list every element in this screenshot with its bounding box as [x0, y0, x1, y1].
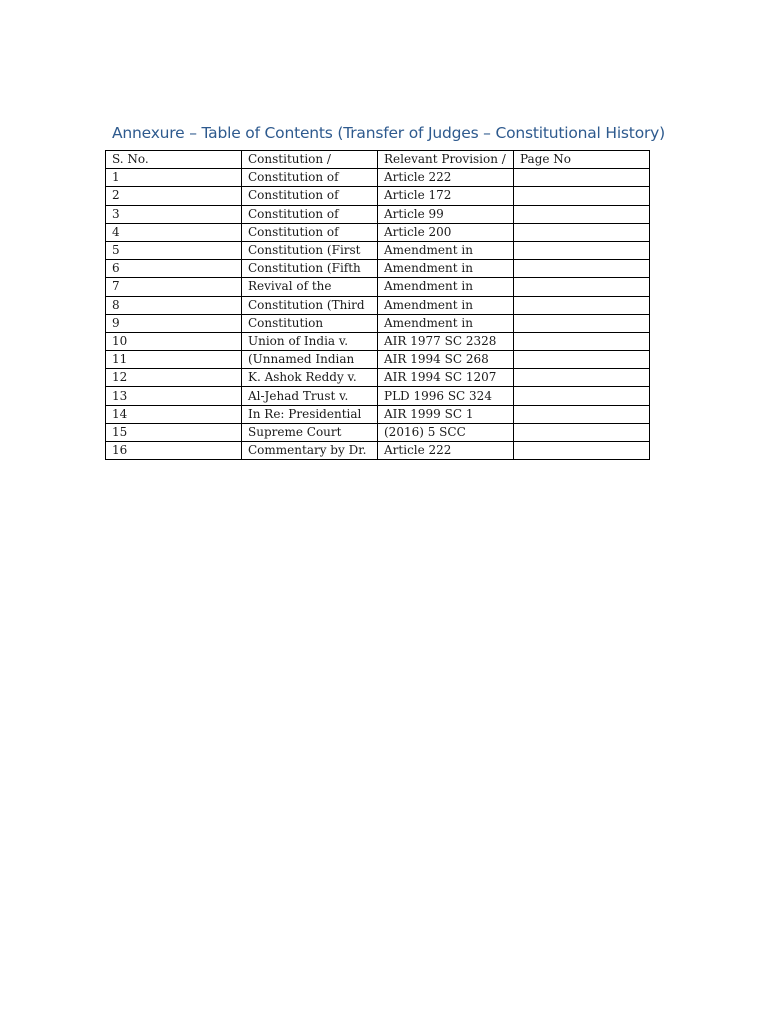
table-row	[106, 332, 650, 350]
header-relevant-provision: Relevant Provision /	[378, 151, 514, 169]
cell-serial-number: 3	[106, 205, 242, 223]
cell-serial-number: 2	[106, 187, 242, 205]
table-row	[106, 205, 650, 223]
cell-serial-number: 5	[106, 241, 242, 259]
cell-serial-number: 10	[106, 332, 242, 350]
cell-serial-number: 12	[106, 369, 242, 387]
cell-serial-number: 14	[106, 405, 242, 423]
header-page-no: Page No	[514, 151, 650, 169]
cell-constitution: Constitution (First	[242, 241, 378, 259]
table-row	[106, 369, 650, 387]
cell-constitution: Revival of the	[242, 278, 378, 296]
table-body	[106, 169, 650, 460]
cell-page-no	[514, 241, 650, 259]
cell-relevant-provision: Article 99	[378, 205, 514, 223]
cell-serial-number: 15	[106, 423, 242, 441]
cell-relevant-provision: Article 222	[378, 442, 514, 460]
table-row	[106, 442, 650, 460]
cell-constitution: Constitution of	[242, 169, 378, 187]
cell-page-no	[514, 423, 650, 441]
cell-page-no	[514, 442, 650, 460]
cell-constitution: Constitution	[242, 314, 378, 332]
cell-relevant-provision: AIR 1999 SC 1	[378, 405, 514, 423]
cell-serial-number: 9	[106, 314, 242, 332]
cell-page-no	[514, 260, 650, 278]
table-row	[106, 296, 650, 314]
table-row	[106, 169, 650, 187]
cell-relevant-provision: Amendment in	[378, 278, 514, 296]
header-constitution: Constitution /	[242, 151, 378, 169]
cell-relevant-provision: (2016) 5 SCC	[378, 423, 514, 441]
cell-serial-number: 16	[106, 442, 242, 460]
table-row	[106, 187, 650, 205]
cell-constitution: Constitution of	[242, 223, 378, 241]
table-row	[106, 241, 650, 259]
cell-serial-number: 1	[106, 169, 242, 187]
cell-page-no	[514, 296, 650, 314]
cell-relevant-provision: AIR 1977 SC 2328	[378, 332, 514, 350]
cell-serial-number: 4	[106, 223, 242, 241]
cell-relevant-provision: Amendment in	[378, 296, 514, 314]
page-title: Annexure – Table of Contents (Transfer of Judges – Constitutional History)	[112, 124, 665, 142]
cell-serial-number: 6	[106, 260, 242, 278]
cell-relevant-provision: Amendment in	[378, 260, 514, 278]
table-row	[106, 351, 650, 369]
cell-serial-number: 7	[106, 278, 242, 296]
cell-serial-number: 8	[106, 296, 242, 314]
toc-table	[105, 150, 650, 460]
cell-constitution: Commentary by Dr.	[242, 442, 378, 460]
table-row	[106, 405, 650, 423]
cell-constitution: Constitution of	[242, 187, 378, 205]
cell-constitution: Al-Jehad Trust v.	[242, 387, 378, 405]
cell-relevant-provision: Article 200	[378, 223, 514, 241]
cell-page-no	[514, 205, 650, 223]
cell-serial-number: 13	[106, 387, 242, 405]
cell-constitution: Constitution (Third	[242, 296, 378, 314]
cell-constitution: K. Ashok Reddy v.	[242, 369, 378, 387]
cell-page-no	[514, 369, 650, 387]
cell-page-no	[514, 278, 650, 296]
table-row	[106, 260, 650, 278]
cell-constitution: Constitution of	[242, 205, 378, 223]
cell-page-no	[514, 405, 650, 423]
table-row	[106, 278, 650, 296]
header-serial-number: S. No.	[106, 151, 242, 169]
cell-page-no	[514, 314, 650, 332]
cell-constitution: Supreme Court	[242, 423, 378, 441]
table-row	[106, 387, 650, 405]
cell-constitution: Constitution (Fifth	[242, 260, 378, 278]
cell-constitution: (Unnamed Indian	[242, 351, 378, 369]
cell-relevant-provision: Article 222	[378, 169, 514, 187]
table-header-row	[106, 151, 650, 169]
table-row	[106, 423, 650, 441]
cell-relevant-provision: Amendment in	[378, 241, 514, 259]
cell-relevant-provision: Amendment in	[378, 314, 514, 332]
cell-relevant-provision: AIR 1994 SC 1207	[378, 369, 514, 387]
cell-page-no	[514, 169, 650, 187]
cell-relevant-provision: PLD 1996 SC 324	[378, 387, 514, 405]
cell-constitution: Union of India v.	[242, 332, 378, 350]
cell-page-no	[514, 332, 650, 350]
cell-constitution: In Re: Presidential	[242, 405, 378, 423]
cell-page-no	[514, 351, 650, 369]
table-row	[106, 314, 650, 332]
cell-page-no	[514, 223, 650, 241]
cell-page-no	[514, 187, 650, 205]
cell-page-no	[514, 387, 650, 405]
cell-relevant-provision: Article 172	[378, 187, 514, 205]
table-row	[106, 223, 650, 241]
cell-relevant-provision: AIR 1994 SC 268	[378, 351, 514, 369]
cell-serial-number: 11	[106, 351, 242, 369]
